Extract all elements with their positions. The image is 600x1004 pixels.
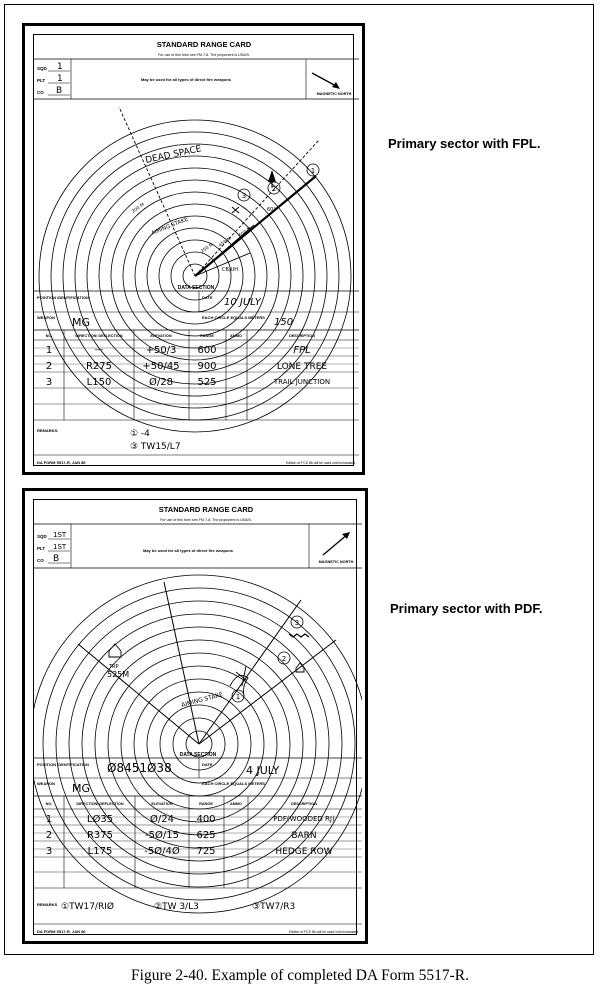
sqd-label: SQD	[37, 66, 47, 71]
row2-direction: R275	[85, 361, 113, 372]
header-description: DESCRIPTION	[291, 802, 317, 806]
range-card-2	[22, 488, 368, 944]
row2-description: BARN	[291, 831, 317, 841]
row1-description: PDF(WOODED RJ)	[273, 815, 335, 823]
header-range: RANGE	[200, 334, 214, 338]
remark-2: ③ TW15/L7	[130, 442, 181, 452]
row2-elevation: -5Ø/15	[145, 830, 179, 841]
range-card-1-form	[33, 34, 354, 466]
figure-caption: Figure 2-40. Example of completed DA Form 5517-R.	[131, 967, 469, 984]
caption-pdf: Primary sector with PDF.	[390, 601, 543, 616]
range-annotation-3: 450 M	[218, 236, 233, 249]
header-elevation: ELEVATION	[151, 802, 173, 806]
row1-elevation: +50/3	[145, 345, 177, 356]
row2-range: 625	[196, 830, 216, 841]
range-annotation-4: 650 M	[238, 226, 253, 239]
row3-no: 3	[45, 377, 53, 388]
caption-fpl: Primary sector with FPL.	[388, 136, 541, 151]
date-value: 4 JULY	[246, 764, 280, 777]
position-id-value: Ø8451Ø38	[107, 761, 172, 775]
weapon-label: WEAPON	[37, 781, 55, 786]
date-value: 10 JULY	[224, 297, 261, 308]
range-annotation-2: 250 M	[200, 242, 215, 255]
data-section-label: DATA SECTION	[177, 285, 215, 291]
form-number: DA FORM 5517-R, JAN 86	[37, 929, 86, 934]
header-elevation: ELEVATION	[150, 334, 172, 338]
row1-description: FPL	[293, 345, 311, 356]
remark-3: ③TW7/R3	[252, 902, 296, 912]
row3-no: 3	[45, 846, 53, 857]
co-value: B	[56, 86, 63, 96]
range-card-1	[22, 23, 365, 475]
date-label: DATE	[202, 295, 213, 300]
card-subtitle: For use of this form see FM 7-8. The proponent is USAIS.	[158, 53, 250, 57]
plt-value: 1ST	[53, 543, 67, 551]
co-value: B	[53, 554, 60, 564]
header-ammo: AMMO	[229, 802, 243, 806]
row2-direction: R375	[86, 830, 114, 841]
sqd-value: 1	[57, 62, 63, 72]
header-direction: DIRECTION/ DEFLECTION	[76, 802, 124, 806]
header-no: NO.	[45, 802, 53, 806]
row1-range: 400	[196, 814, 216, 825]
target-1-marker: 1	[310, 167, 316, 175]
remark-2: ②TW 3/L3	[154, 902, 199, 912]
row3-description: HEDGE ROW	[275, 847, 333, 857]
instruction-text: May be used for all types of direct fire weapons	[140, 77, 232, 82]
north-arrow-icon	[312, 73, 340, 89]
range-annotation-6: 60°	[267, 207, 276, 213]
sqd-value: 1ST	[53, 531, 67, 539]
card-subtitle: For use of this form see FM 7-8. The proponent is USAIS.	[160, 518, 252, 522]
header-description: DESCRIPTION	[289, 334, 315, 338]
position-id-label: POSITION IDENTIFICATION	[37, 762, 89, 767]
row3-direction: L150	[86, 377, 112, 388]
north-label: MAGNETIC NORTH	[316, 92, 352, 96]
circle-equals-label: EACH CIRCLE EQUALS METERS	[202, 781, 265, 786]
row1-no: 1	[45, 814, 53, 825]
remark-1: ① -4	[130, 429, 150, 439]
row3-direction: L175	[87, 846, 113, 857]
row2-no: 2	[45, 361, 53, 372]
row1-direction: LØ35	[86, 814, 114, 825]
sqd-label: SQD	[37, 534, 47, 539]
row1-direction: —	[94, 345, 104, 355]
row2-elevation: +50/45	[142, 361, 180, 372]
row3-range: 525	[197, 377, 217, 388]
range-annotation-1: 200 M	[131, 202, 146, 215]
aiming-stake-label: AIMING STAKE	[150, 216, 190, 237]
row2-range: 900	[197, 361, 217, 372]
row3-elevation: -5Ø/4Ø	[144, 846, 180, 857]
row3-elevation: Ø/28	[149, 377, 173, 388]
row2-no: 2	[45, 830, 53, 841]
instruction-text: May be used for all types of direct fire weapons	[142, 548, 234, 553]
plt-label: PLT	[37, 78, 46, 83]
card-title: STANDARD RANGE CARD	[158, 505, 254, 514]
target-3-marker: 3	[294, 619, 300, 627]
sector-sketch	[34, 575, 362, 913]
trp-house-icon	[109, 644, 121, 657]
range-annotation-5: CB/UH	[222, 267, 239, 273]
circle-equals-value: 150	[274, 317, 294, 328]
row1-no: 1	[45, 345, 53, 356]
co-label: CO	[37, 90, 44, 95]
remarks-label: REMARKS:	[37, 428, 59, 433]
co-label: CO	[37, 558, 44, 563]
data-table	[34, 330, 359, 420]
header-no: NO.	[45, 334, 53, 338]
north-arrow-icon	[323, 532, 350, 555]
row3-range: 725	[196, 846, 216, 857]
header-range: RANGE	[199, 802, 213, 806]
remarks-label: REMARKS	[37, 902, 58, 907]
edition-note: Edition of FCS 86 will be used until exhausted.	[286, 461, 356, 465]
target-1-marker: 1	[235, 693, 241, 701]
remark-1: ①TW17/RIØ	[61, 902, 114, 912]
header-direction: DIRECTION/ DEFLECTION	[75, 334, 123, 338]
card-title: STANDARD RANGE CARD	[156, 40, 252, 49]
row3-description: TRAIL JUNCTION	[273, 378, 331, 386]
weapon-label: WEAPON	[37, 315, 55, 320]
target-3-marker: 3	[241, 192, 247, 200]
target-2-marker: 2	[271, 185, 277, 193]
trail-junction-icon	[232, 207, 239, 213]
weapon-value: MG	[72, 782, 91, 795]
date-label: DATE	[202, 762, 213, 767]
dead-space-label: DEAD SPACE	[144, 144, 203, 166]
weapon-value: MG	[72, 316, 91, 329]
row1-range: 600	[197, 345, 217, 356]
trp-range: 525M	[107, 670, 130, 679]
fpl-line	[195, 176, 316, 276]
position-id-label: POSITION IDENTIFICATION	[37, 295, 89, 300]
plt-value: 1	[57, 74, 63, 84]
range-card-2-drawing	[34, 500, 362, 940]
edition-note: Edition of FCS 86 will be used until exhausted.	[289, 930, 359, 934]
row2-description: LONE TREE	[276, 362, 328, 372]
plt-label: PLT	[37, 546, 46, 551]
north-label: MAGNETIC NORTH	[318, 560, 354, 564]
circle-equals-label: EACH CIRCLE EQUALS METERS	[202, 315, 265, 320]
form-number: DA FORM 5517-R, JAN 86	[37, 460, 86, 465]
target-2-marker: 2	[281, 655, 287, 663]
data-section-label: DATA SECTION	[179, 752, 217, 758]
header-ammo: AMMO	[229, 334, 243, 338]
range-card-1-drawing	[34, 35, 359, 471]
trp-label: TRP	[109, 664, 119, 670]
range-card-2-form	[33, 499, 357, 935]
row1-elevation: Ø/24	[150, 814, 174, 825]
aiming-stake-label: AIMING STAKE	[180, 691, 224, 709]
